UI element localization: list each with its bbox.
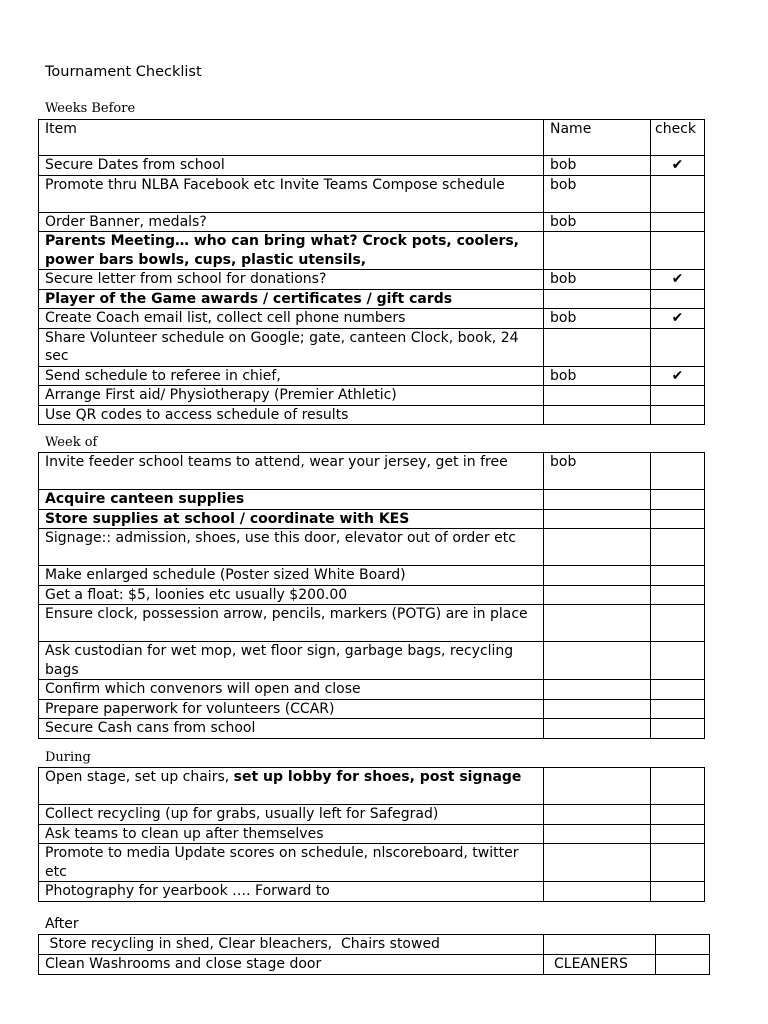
header-check: check (651, 120, 705, 156)
table-row: Invite feeder school teams to attend, wear your jersey, get in free bob (39, 453, 705, 490)
section-heading-week-of: Week of (45, 435, 98, 450)
section-heading-after: After (45, 916, 79, 932)
table-row: Open stage, set up chairs, set up lobby for shoes, post signage (39, 768, 705, 805)
section-heading-during: During (45, 750, 91, 765)
table-row: Parents Meeting… who can bring what? Crock pots, coolers, power bars bowls, cups, plastic utensils, (39, 232, 705, 270)
table-row: Acquire canteen supplies (39, 490, 705, 510)
table-row: Ask custodian for wet mop, wet floor sign, garbage bags, recycling bags (39, 642, 705, 680)
table-row: Send schedule to referee in chief, bob ✔ (39, 366, 705, 386)
table-row: Create Coach email list, collect cell phone numbers bob ✔ (39, 309, 705, 329)
table-row: Promote to media Update scores on schedule, nlscoreboard, twitter etc (39, 844, 705, 882)
table-row: Signage:: admission, shoes, use this door, elevator out of order etc (39, 529, 705, 566)
table-row: Secure Cash cans from school (39, 719, 705, 739)
table-row: Ask teams to clean up after themselves (39, 824, 705, 844)
after-table (38, 934, 710, 975)
table-row: Share Volunteer schedule on Google; gate, canteen Clock, book, 24 sec (39, 328, 705, 366)
table-row: Make enlarged schedule (Poster sized White Board) (39, 566, 705, 586)
table-row: Confirm which convenors will open and close (39, 680, 705, 700)
table-row: Clean Washrooms and close stage door CLEANERS (39, 955, 710, 975)
checkmark: ✔ (651, 270, 705, 290)
weeks-before-table (38, 119, 705, 425)
table-row: Order Banner, medals? bob (39, 212, 705, 232)
checkmark: ✔ (651, 366, 705, 386)
table-row: Store supplies at school / coordinate with KES (39, 509, 705, 529)
week-of-table (38, 452, 705, 739)
table-row: Prepare paperwork for volunteers (CCAR) (39, 699, 705, 719)
during-table (38, 767, 705, 902)
table-row: Ensure clock, possession arrow, pencils, markers (POTG) are in place (39, 605, 705, 642)
table-row: Store recycling in shed, Clear bleachers, Chairs stowed (39, 935, 710, 955)
table-row: Secure Dates from school bob ✔ (39, 156, 705, 176)
header-name: Name (544, 120, 651, 156)
table-row: Get a float: $5, loonies etc usually $200.00 (39, 585, 705, 605)
document-title: Tournament Checklist (45, 64, 202, 80)
table-row: Arrange First aid/ Physiotherapy (Premier Athletic) (39, 386, 705, 406)
table-row: Secure letter from school for donations? bob ✔ (39, 270, 705, 290)
checkmark: ✔ (651, 309, 705, 329)
checkmark: ✔ (651, 156, 705, 176)
table-header-row (39, 120, 705, 156)
table-row: Player of the Game awards / certificates / gift cards (39, 289, 705, 309)
section-heading-weeks-before: Weeks Before (45, 101, 136, 116)
table-row: Use QR codes to access schedule of results (39, 405, 705, 425)
table-row: Promote thru NLBA Facebook etc Invite Teams Compose schedule bob (39, 175, 705, 212)
table-row: Collect recycling (up for grabs, usually left for Safegrad) (39, 805, 705, 825)
header-item: Item (39, 120, 544, 156)
table-row: Photography for yearbook …. Forward to (39, 882, 705, 902)
